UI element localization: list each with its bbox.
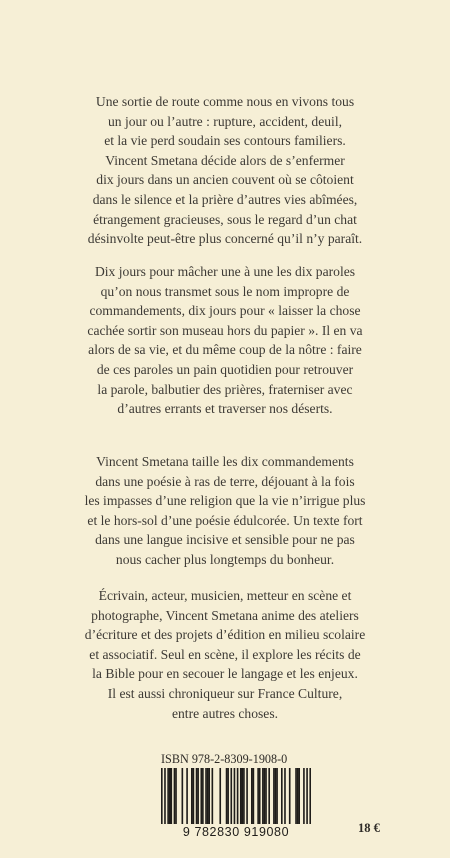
text-line: étrangement gracieuses, sous le regard d’un chat <box>93 211 357 227</box>
text-line: Écrivain, acteur, musicien, metteur en scène et <box>98 588 352 603</box>
text-line: photographe, Vincent Smetana anime des ateliers <box>91 607 359 623</box>
barcode-bar <box>174 768 176 826</box>
text-line: et la vie perd soudain ses contours familiers. <box>104 133 346 149</box>
text-line: d’écriture et des projets d’édition en milieu scolaire <box>84 627 366 643</box>
synopsis-paragraph-1 <box>40 92 410 249</box>
text-line: et le hors-sol d’une poésie édulcorée. Un texte fort <box>87 512 363 528</box>
barcode-bar <box>230 768 232 826</box>
barcode-bar <box>251 768 253 826</box>
barcode-bar <box>276 768 278 826</box>
barcode-bar <box>265 768 267 826</box>
barcode-bar <box>207 768 209 826</box>
barcode-bar <box>297 768 299 826</box>
barcode-bar <box>243 768 245 826</box>
author-bio-paragraph <box>40 586 410 723</box>
barcode-bar <box>295 768 297 826</box>
text-line: nous cacher plus longtemps du bonheur. <box>115 551 335 567</box>
text-line: qu’on nous transmet sous le nom impropre de <box>100 283 350 299</box>
barcode-bar <box>208 768 210 826</box>
barcode-bar <box>197 768 199 826</box>
text-line: dans une langue incisive et sensible pour ne pas <box>95 532 355 548</box>
text-line: dix jours dans un ancien couvent où se côtoient <box>96 172 354 188</box>
text-line: un jour ou l’autre : rupture, accident, deuil, <box>107 113 343 129</box>
barcode-bar <box>298 768 300 826</box>
barcode-bar <box>246 768 248 826</box>
barcode-bar <box>289 768 291 826</box>
text-line: dans une poésie à ras de terre, déjouant à la fois <box>95 473 355 489</box>
text-line: Dix jours pour mâcher une à une les dix paroles <box>94 264 356 279</box>
barcode-bar <box>196 768 198 826</box>
text-line: la Bible pour en secouer le langage et les enjeux. <box>92 666 358 682</box>
text-line: Vincent Smetana taille les dix commandements <box>96 454 354 469</box>
barcode-bar <box>170 768 172 826</box>
text-line: Il est aussi chroniqueur sur France Culture, <box>107 685 343 701</box>
text-line: de ces paroles un pain quotidien pour retrouver <box>96 361 354 377</box>
barcode-bar <box>219 768 221 826</box>
barcode-bar <box>175 768 177 826</box>
barcode-bar <box>264 768 266 826</box>
barcode-bar <box>227 768 229 826</box>
barcode-digits: 9 782830 919080 <box>161 824 311 840</box>
barcode-bar <box>167 768 169 826</box>
barcode-bar <box>191 768 193 826</box>
text-line: et associatif. Seul en scène, il explore les récits de <box>89 646 361 662</box>
barcode-bar <box>259 768 261 826</box>
synopsis-paragraph-3 <box>40 452 410 570</box>
barcode-bar <box>193 768 195 826</box>
barcode-bar <box>182 768 184 826</box>
text-line: désinvolte peut-être plus concerné qu’il n’y paraît. <box>87 231 363 247</box>
barcode-bar <box>303 768 305 826</box>
barcode-bar <box>284 768 286 826</box>
text-line: alors de sa vie, et du même coup de la nôtre : faire <box>88 342 362 358</box>
price-label: 18 € <box>358 821 380 835</box>
barcode-bar <box>226 768 228 826</box>
barcode-bar <box>186 768 188 826</box>
text-line: d’autres errants et traverser nos déserts. <box>117 401 333 417</box>
barcode-bar <box>205 768 207 826</box>
text-line: Une sortie de route comme nous en vivons tous <box>95 94 355 109</box>
barcode-bar <box>273 768 275 826</box>
barcode-bar <box>257 768 259 826</box>
text-line: la parole, balbutier des prières, fraterniser avec <box>97 381 353 397</box>
synopsis-paragraph-2 <box>40 262 410 419</box>
text-line: commandements, dix jours pour « laisser la chose <box>89 303 361 319</box>
barcode-bar <box>212 768 214 826</box>
barcode-bar <box>262 768 264 826</box>
barcode-bar <box>169 768 171 826</box>
isbn-label: ISBN 978-2-8309-1908-0 <box>161 752 288 766</box>
text-line: dans le silence et la prière d’autres vies abîmées, <box>92 191 358 207</box>
barcode-bar <box>268 768 270 826</box>
barcode-bar <box>242 768 244 826</box>
barcode-bar <box>275 768 277 826</box>
text-line: Vincent Smetana décide alors de s’enfermer <box>105 152 345 168</box>
barcode-bar <box>281 768 283 826</box>
text-line: entre autres choses. <box>171 705 279 721</box>
text-line: les impasses d’une religion que la vie n’irrigue plus <box>84 493 366 509</box>
barcode-bar <box>253 768 255 826</box>
text-line: cachée sortir son museau hors du papier ». Il en va <box>87 322 363 338</box>
barcode-bar <box>202 768 204 826</box>
barcode-bar <box>200 768 202 826</box>
barcode-bar <box>240 768 242 826</box>
